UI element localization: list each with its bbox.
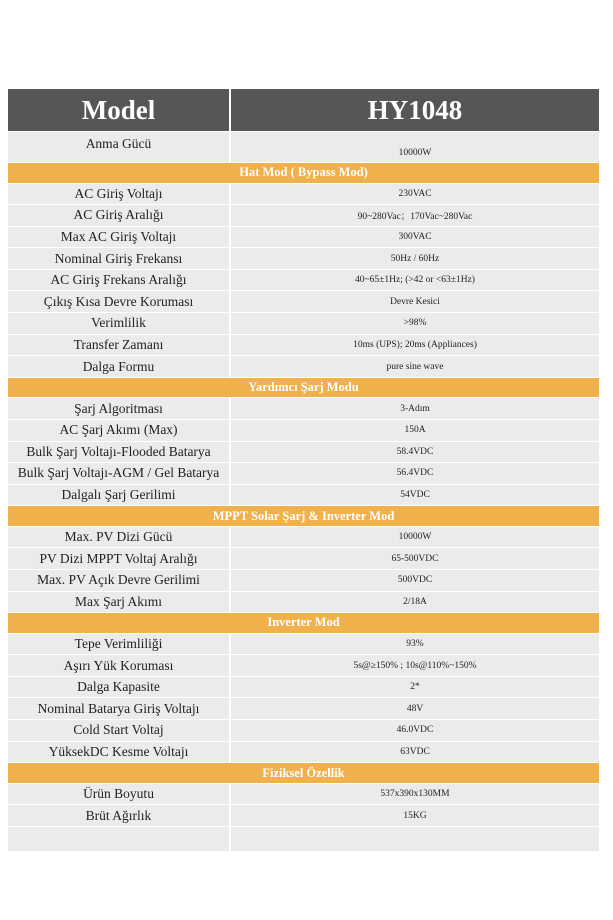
spec-value: 46.0VDC [231, 720, 599, 741]
table-row [8, 398, 599, 420]
section-header: Yardımcı Şarj Modu [8, 378, 599, 399]
spec-label: Aşırı Yük Koruması [8, 655, 231, 676]
spec-label: Bulk Şarj Voltajı-Flooded Batarya [8, 442, 231, 463]
spec-label: Verimlilik [8, 313, 231, 334]
header-value-cell [231, 89, 599, 131]
spec-label: Brüt Ağırlık [8, 805, 231, 826]
spec-value: Devre Kesici [231, 291, 599, 312]
header-model-value: HY1048 [367, 94, 463, 125]
spec-label: AC Giriş Frekans Aralığı [8, 270, 231, 291]
table-row [8, 485, 599, 507]
spec-label: Ürün Boyutu [8, 784, 231, 805]
spec-label: Dalga Kapasite [8, 677, 231, 698]
spec-value: >98% [231, 313, 599, 334]
spec-label: AC Giriş Voltajı [8, 184, 231, 205]
header-model-cell [8, 89, 231, 131]
spec-value: 2/18A [231, 592, 599, 613]
table-row [8, 805, 599, 827]
spec-value: 54VDC [231, 485, 599, 506]
table-row [8, 592, 599, 614]
table-row [8, 634, 599, 656]
spec-value: 150A [231, 420, 599, 441]
spec-label: Max. PV Açık Devre Gerilimi [8, 570, 231, 591]
spec-label: Max Şarj Akımı [8, 592, 231, 613]
spec-value: 3-Adım [231, 398, 599, 419]
spec-label: Çıkış Kısa Devre Koruması [8, 291, 231, 312]
spec-table [8, 89, 599, 852]
table-row [8, 313, 599, 335]
table-row [8, 548, 599, 570]
spec-value: 56.4VDC [231, 463, 599, 484]
spec-value: 10000W [231, 132, 599, 162]
spec-value: 63VDC [231, 742, 599, 763]
spec-value: 90~280Vac；170Vac~280Vac [231, 205, 599, 226]
table-row [8, 742, 599, 764]
table-row [8, 677, 599, 699]
spec-value: 93% [231, 634, 599, 655]
spec-label: PV Dizi MPPT Voltaj Aralığı [8, 548, 231, 569]
table-row [8, 570, 599, 592]
spec-label: AC Şarj Akımı (Max) [8, 420, 231, 441]
spec-label: Anma Gücü [8, 132, 231, 162]
spec-label: AC Giriş Aralığı [8, 205, 231, 226]
spec-label: Dalga Formu [8, 356, 231, 377]
spec-value: 65-500VDC [231, 548, 599, 569]
table-row [8, 655, 599, 677]
spec-label: Nominal Giriş Frekansı [8, 248, 231, 269]
spec-value: 5s@≥150% ; 10s@110%~150% [231, 655, 599, 676]
spec-sections [8, 163, 599, 827]
table-row [8, 442, 599, 464]
table-row [8, 463, 599, 485]
spec-label: Şarj Algoritması [8, 398, 231, 419]
spec-label: Bulk Şarj Voltajı-AGM / Gel Batarya [8, 463, 231, 484]
spec-value: 537x390x130MM [231, 784, 599, 805]
spec-value: pure sine wave [231, 356, 599, 377]
spec-value: 48V [231, 698, 599, 719]
section-header: Fiziksel Özellik [8, 763, 599, 784]
spec-value: 300VAC [231, 227, 599, 248]
spec-value: 50Hz / 60Hz [231, 248, 599, 269]
spec-value: 500VDC [231, 570, 599, 591]
spec-label-empty [8, 827, 231, 851]
section-header: Inverter Mod [8, 613, 599, 634]
table-header [8, 89, 599, 132]
spec-label: Dalgalı Şarj Gerilimi [8, 485, 231, 506]
table-row [8, 420, 599, 442]
table-row [8, 184, 599, 206]
header-model-label: Model [81, 94, 156, 125]
spec-label: Tepe Verimliliği [8, 634, 231, 655]
table-row [8, 720, 599, 742]
spec-value: 15KG [231, 805, 599, 826]
table-row [8, 248, 599, 270]
table-row [8, 784, 599, 806]
spec-value: 58.4VDC [231, 442, 599, 463]
table-row [8, 356, 599, 378]
section-header: Hat Mod ( Bypass Mod) [8, 163, 599, 184]
spec-value-empty [231, 827, 599, 851]
table-row [8, 698, 599, 720]
table-row [8, 270, 599, 292]
spec-value: 10ms (UPS); 20ms (Appliances) [231, 335, 599, 356]
spec-value: 10000W [231, 527, 599, 548]
spec-label: Transfer Zamanı [8, 335, 231, 356]
table-row [8, 527, 599, 549]
spec-value: 2* [231, 677, 599, 698]
spec-value: 230VAC [231, 184, 599, 205]
section-header: MPPT Solar Şarj & Inverter Mod [8, 506, 599, 527]
table-row [8, 227, 599, 249]
table-row [8, 205, 599, 227]
table-row-empty [8, 827, 599, 852]
spec-label: YüksekDC Kesme Voltajı [8, 742, 231, 763]
table-row [8, 335, 599, 357]
spec-label: Max AC Giriş Voltajı [8, 227, 231, 248]
spec-label: Max. PV Dizi Gücü [8, 527, 231, 548]
table-row [8, 291, 599, 313]
spec-label: Cold Start Voltaj [8, 720, 231, 741]
spec-value: 40~65±1Hz; (>42 or <63±1Hz) [231, 270, 599, 291]
table-row-rated-power [8, 132, 599, 163]
spec-label: Nominal Batarya Giriş Voltajı [8, 698, 231, 719]
